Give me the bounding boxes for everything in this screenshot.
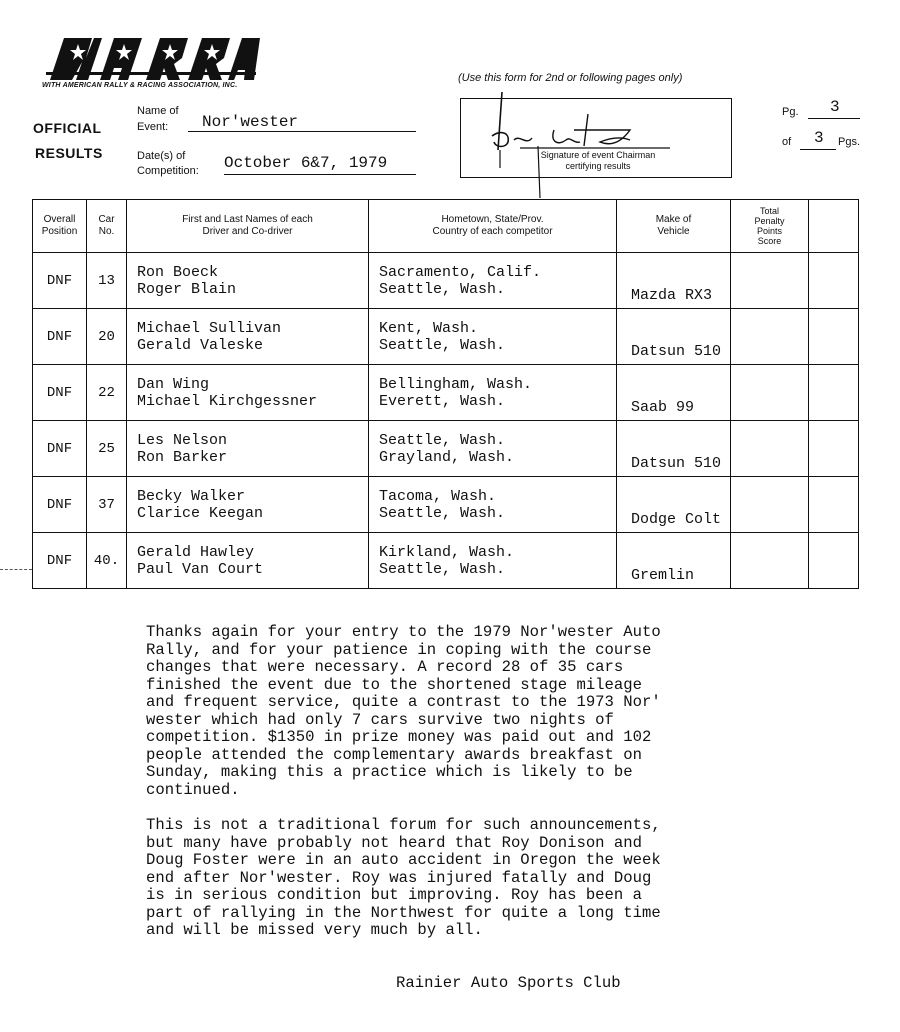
col-header-position: Overall Position: [33, 200, 87, 253]
left-edge-dash: [0, 569, 32, 570]
signature-caption-line-1: Signature of event Chairman: [540, 150, 656, 160]
table-row: [33, 309, 859, 365]
cell-names: Michael Sullivan Gerald Valeske: [127, 309, 369, 365]
cell-vehicle: Datsun 510: [617, 421, 731, 477]
cell-car-no: 37: [87, 477, 127, 533]
col-header-score: Total Penalty Points Score: [731, 200, 809, 253]
dates-line: [224, 152, 416, 175]
cell-names: Ron Boeck Roger Blain: [127, 253, 369, 309]
cell-vehicle: Gremlin: [617, 533, 731, 589]
cell-names: Becky Walker Clarice Keegan: [127, 477, 369, 533]
cell-names: Dan Wing Michael Kirchgessner: [127, 365, 369, 421]
cell-score: [731, 533, 809, 589]
cell-score: [731, 365, 809, 421]
use-form-note: (Use this form for 2nd or following pages only): [458, 72, 683, 84]
col-header-car-no: Car No.: [87, 200, 127, 253]
cell-score: [731, 477, 809, 533]
letter-paragraph-1: Thanks again for your entry to the 1979 Nor'wester Auto Rally, and for your patience in coping with the course changes that were necessary. A record 28 of 35 cars finished the event due to the shortened stage mileage and frequent service, quite a contrast to the 1973 Nor' wester which had only 7 cars survive two nights of competition. $1350 in prize money was paid out and 102 people attended the complementary awards breakfast on Sunday, making this a practice which is likely to be continued.: [146, 623, 661, 799]
table-row: [33, 477, 859, 533]
results-table: [32, 199, 859, 589]
cell-blank: [809, 477, 859, 533]
dates-label-2: Competition:: [137, 165, 199, 177]
cell-position: DNF: [33, 421, 87, 477]
table-row: [33, 253, 859, 309]
pg-line: [808, 100, 860, 119]
cell-score: [731, 421, 809, 477]
cell-vehicle: Mazda RX3: [617, 253, 731, 309]
cell-names: Les Nelson Ron Barker: [127, 421, 369, 477]
pg-label: Pg.: [782, 106, 799, 118]
cell-position: DNF: [33, 253, 87, 309]
results-label: RESULTS: [35, 145, 103, 161]
letter-body: [146, 624, 746, 958]
signature-caption-line-2: certifying results: [565, 161, 631, 171]
col-header-names: First and Last Names of each Driver and Co-driver: [127, 200, 369, 253]
cell-position: DNF: [33, 309, 87, 365]
dates-label-1: Date(s) of: [137, 150, 186, 162]
dates-value: October 6&7, 1979: [224, 154, 388, 172]
cell-blank: [809, 533, 859, 589]
cell-hometown: Bellingham, Wash. Everett, Wash.: [369, 365, 617, 421]
cell-blank: [809, 309, 859, 365]
table-row: [33, 365, 859, 421]
cell-car-no: 13: [87, 253, 127, 309]
cell-hometown: Seattle, Wash. Grayland, Wash.: [369, 421, 617, 477]
cell-car-no: 40.: [87, 533, 127, 589]
logo-subtitle: WITH AMERICAN RALLY & RACING ASSOCIATION, INC.: [42, 82, 238, 89]
letter-closing: Rainier Auto Sports Club: [396, 974, 621, 992]
table-header-row: [33, 200, 859, 253]
cell-blank: [809, 365, 859, 421]
cell-position: DNF: [33, 477, 87, 533]
event-name-line: [188, 111, 416, 132]
cell-score: [731, 253, 809, 309]
signature-caption: [518, 150, 678, 172]
cell-position: DNF: [33, 533, 87, 589]
cell-hometown: Kent, Wash. Seattle, Wash.: [369, 309, 617, 365]
cell-hometown: Sacramento, Calif. Seattle, Wash.: [369, 253, 617, 309]
event-label-2: Event:: [137, 121, 169, 133]
cell-score: [731, 309, 809, 365]
table-row: [33, 421, 859, 477]
cell-position: DNF: [33, 365, 87, 421]
cell-car-no: 22: [87, 365, 127, 421]
cell-blank: [809, 253, 859, 309]
pg-value: 3: [830, 98, 840, 116]
cell-names: Gerald Hawley Paul Van Court: [127, 533, 369, 589]
table-row: [33, 533, 859, 589]
cell-blank: [809, 421, 859, 477]
cell-car-no: 20: [87, 309, 127, 365]
cell-vehicle: Datsun 510: [617, 309, 731, 365]
of-value: 3: [814, 129, 824, 147]
cell-vehicle: Saab 99: [617, 365, 731, 421]
pgs-label: Pgs.: [838, 136, 861, 148]
signature-scribble: [470, 90, 670, 200]
event-label-1: Name of: [137, 105, 179, 117]
cell-vehicle: Dodge Colt: [617, 477, 731, 533]
cell-car-no: 25: [87, 421, 127, 477]
col-header-blank: [809, 200, 859, 253]
of-line: [800, 131, 836, 150]
cell-hometown: Kirkland, Wash. Seattle, Wash.: [369, 533, 617, 589]
letter-paragraph-2: This is not a traditional forum for such announcements, but many have probably not heard that Roy Donison and Doug Foster were in an auto accident in Oregon the week end after Nor'wester. Roy was injured fatally and Doug is in serious condition but improving. Roy has been a part of rallying in the Northwest for quite a long time and will be missed very much by all.: [146, 816, 661, 939]
official-label: OFFICIAL: [33, 120, 102, 136]
col-header-vehicle: Make of Vehicle: [617, 200, 731, 253]
cell-hometown: Tacoma, Wash. Seattle, Wash.: [369, 477, 617, 533]
col-header-hometown: Hometown, State/Prov. Country of each competitor: [369, 200, 617, 253]
of-label: of: [782, 136, 792, 148]
event-name: Nor'wester: [202, 113, 299, 131]
